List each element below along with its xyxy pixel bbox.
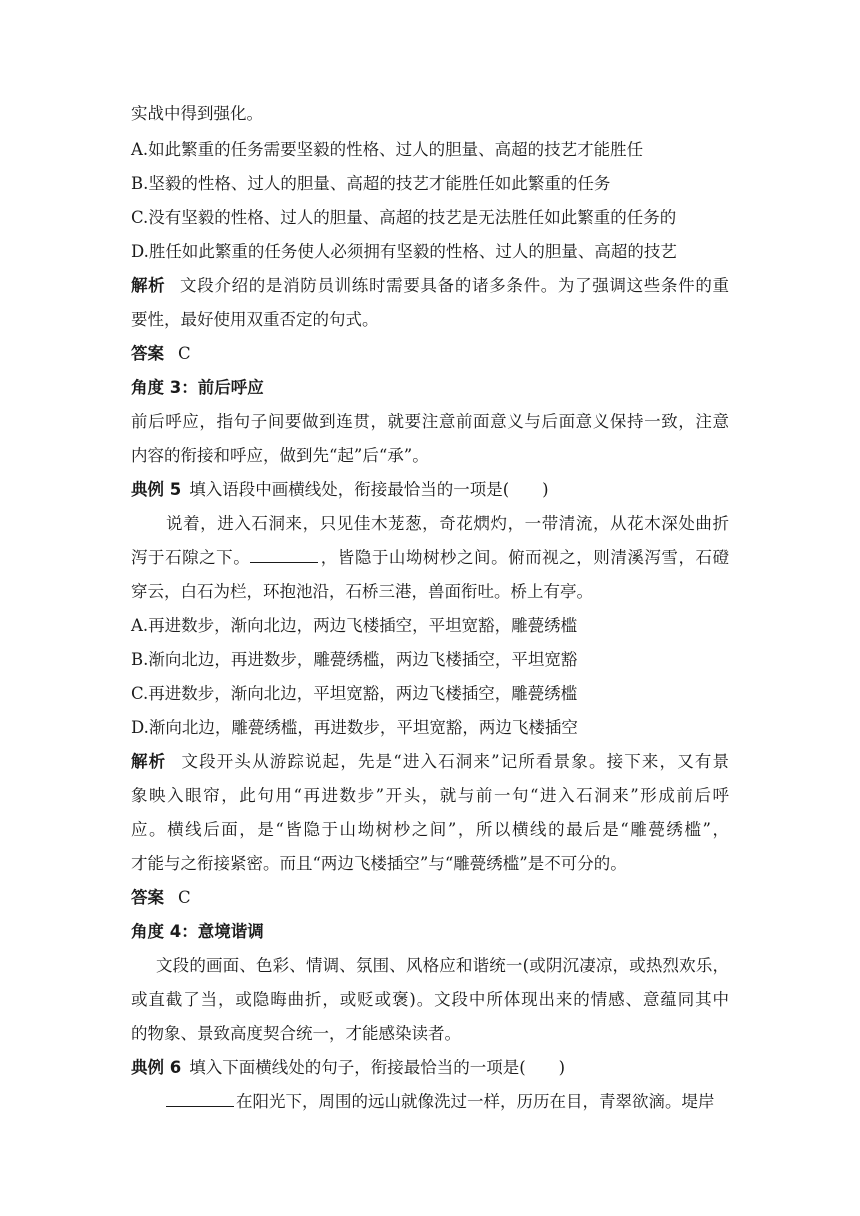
example-label: 典例 5	[131, 480, 182, 499]
option-a: A.如此繁重的任务需要坚毅的性格、过人的胆量、高超的技艺才能胜任	[131, 140, 644, 159]
option-c: C.没有坚毅的性格、过人的胆量、高超的技艺是无法胜任如此繁重的任务的	[131, 208, 677, 227]
section-heading: 角度 3：前后呼应	[131, 378, 264, 397]
analysis-line: 要性，最好使用双重否定的句式。	[131, 310, 379, 329]
paragraph-line: 或直截了当，或隐晦曲折，或贬或褒)。文段中所体现出来的情感、意蕴同其中	[131, 990, 729, 1009]
option-b: B.坚毅的性格、过人的胆量、高超的技艺才能胜任如此繁重的任务	[131, 174, 611, 193]
passage-line: 说着，进入石洞来，只见佳木茏葱，奇花熌灼，一带清流，从花木深处曲折	[166, 514, 729, 533]
paragraph-line: 前后呼应，指句子间要做到连贯，就要注意前面意义与后面意义保持一致，注意	[131, 412, 729, 431]
fill-blank	[166, 1090, 234, 1107]
answer-line	[131, 342, 191, 366]
option-c: C.再进数步，渐向北边，平坦宽豁，两边飞楼插空，雕甍绣槛	[131, 684, 578, 703]
analysis-line	[131, 750, 729, 774]
answer-value: C	[178, 888, 191, 907]
paragraph-line: 实战中得到强化。	[131, 104, 263, 123]
example-prompt-text: 填入语段中画横线处，衔接最恰当的一项是( )	[189, 480, 549, 499]
passage-text: 在阳光下，周围的远山就像洗过一样，历历在目，青翠欲滴。堤岸	[236, 1092, 715, 1111]
passage-line	[131, 546, 729, 570]
example-prompt	[131, 478, 549, 502]
option-d: D.渐向北边，雕甍绣槛，再进数步，平坦宽豁，两边飞楼插空	[131, 718, 578, 737]
analysis-label: 解析	[131, 276, 166, 295]
analysis-label: 解析	[131, 752, 167, 771]
passage-line: 穿云，白石为栏，环抱池沿，石桥三港，兽面衔吐。桥上有亭。	[131, 582, 593, 601]
analysis-text: 文段开头从游踪说起，先是“进入石洞来”记所看景象。接下来，又有景	[180, 752, 730, 771]
passage-text: ，皆隐于山坳树杪之间。俯而视之，则清溪泻雪，石磴	[320, 548, 730, 567]
fill-blank	[250, 546, 318, 563]
option-d: D.胜任如此繁重的任务使人必须拥有坚毅的性格、过人的胆量、高超的技艺	[131, 242, 677, 261]
paragraph-line: 文段的画面、色彩、情调、氛围、风格应和谐统一(或阴沉凄凉，或热烈欢乐，	[156, 956, 729, 975]
analysis-line: 应。横线后面，是“皆隐于山坳树杪之间”，所以横线的最后是“雕甍绣槛”，	[131, 820, 729, 839]
analysis-line: 才能与之衔接紧密。而且“两边飞楼插空”与“雕甍绣槛”是不可分的。	[131, 854, 627, 873]
answer-value: C	[178, 344, 191, 363]
analysis-line: 象映入眼帘，此句用“再进数步”开头，就与前一句“进入石洞来”形成前后呼	[131, 786, 729, 805]
example-prompt-text: 填入下面横线处的句子，衔接最恰当的一项是( )	[189, 1058, 566, 1077]
answer-label: 答案	[131, 888, 164, 907]
option-a: A.再进数步，渐向北边，两边飞楼插空，平坦宽豁，雕甍绣槛	[131, 616, 578, 635]
example-label: 典例 6	[131, 1058, 182, 1077]
paragraph-line: 内容的衔接和呼应，做到先“起”后“承”。	[131, 446, 429, 465]
passage-text: 泻于石隙之下。	[131, 548, 251, 567]
option-b: B.渐向北边，再进数步，雕甍绣槛，两边飞楼插空，平坦宽豁	[131, 650, 578, 669]
analysis-text: 文段介绍的是消防员训练时需要具备的诸多条件。为了强调这些条件的重	[179, 276, 730, 295]
section-heading: 角度 4：意境谐调	[131, 922, 264, 941]
passage-line	[166, 1090, 715, 1114]
example-prompt	[131, 1056, 565, 1080]
paragraph-line: 的物象、景致高度契合统一，才能感染读者。	[131, 1024, 461, 1043]
analysis-line	[131, 274, 729, 298]
answer-label: 答案	[131, 344, 164, 363]
answer-line	[131, 886, 191, 910]
